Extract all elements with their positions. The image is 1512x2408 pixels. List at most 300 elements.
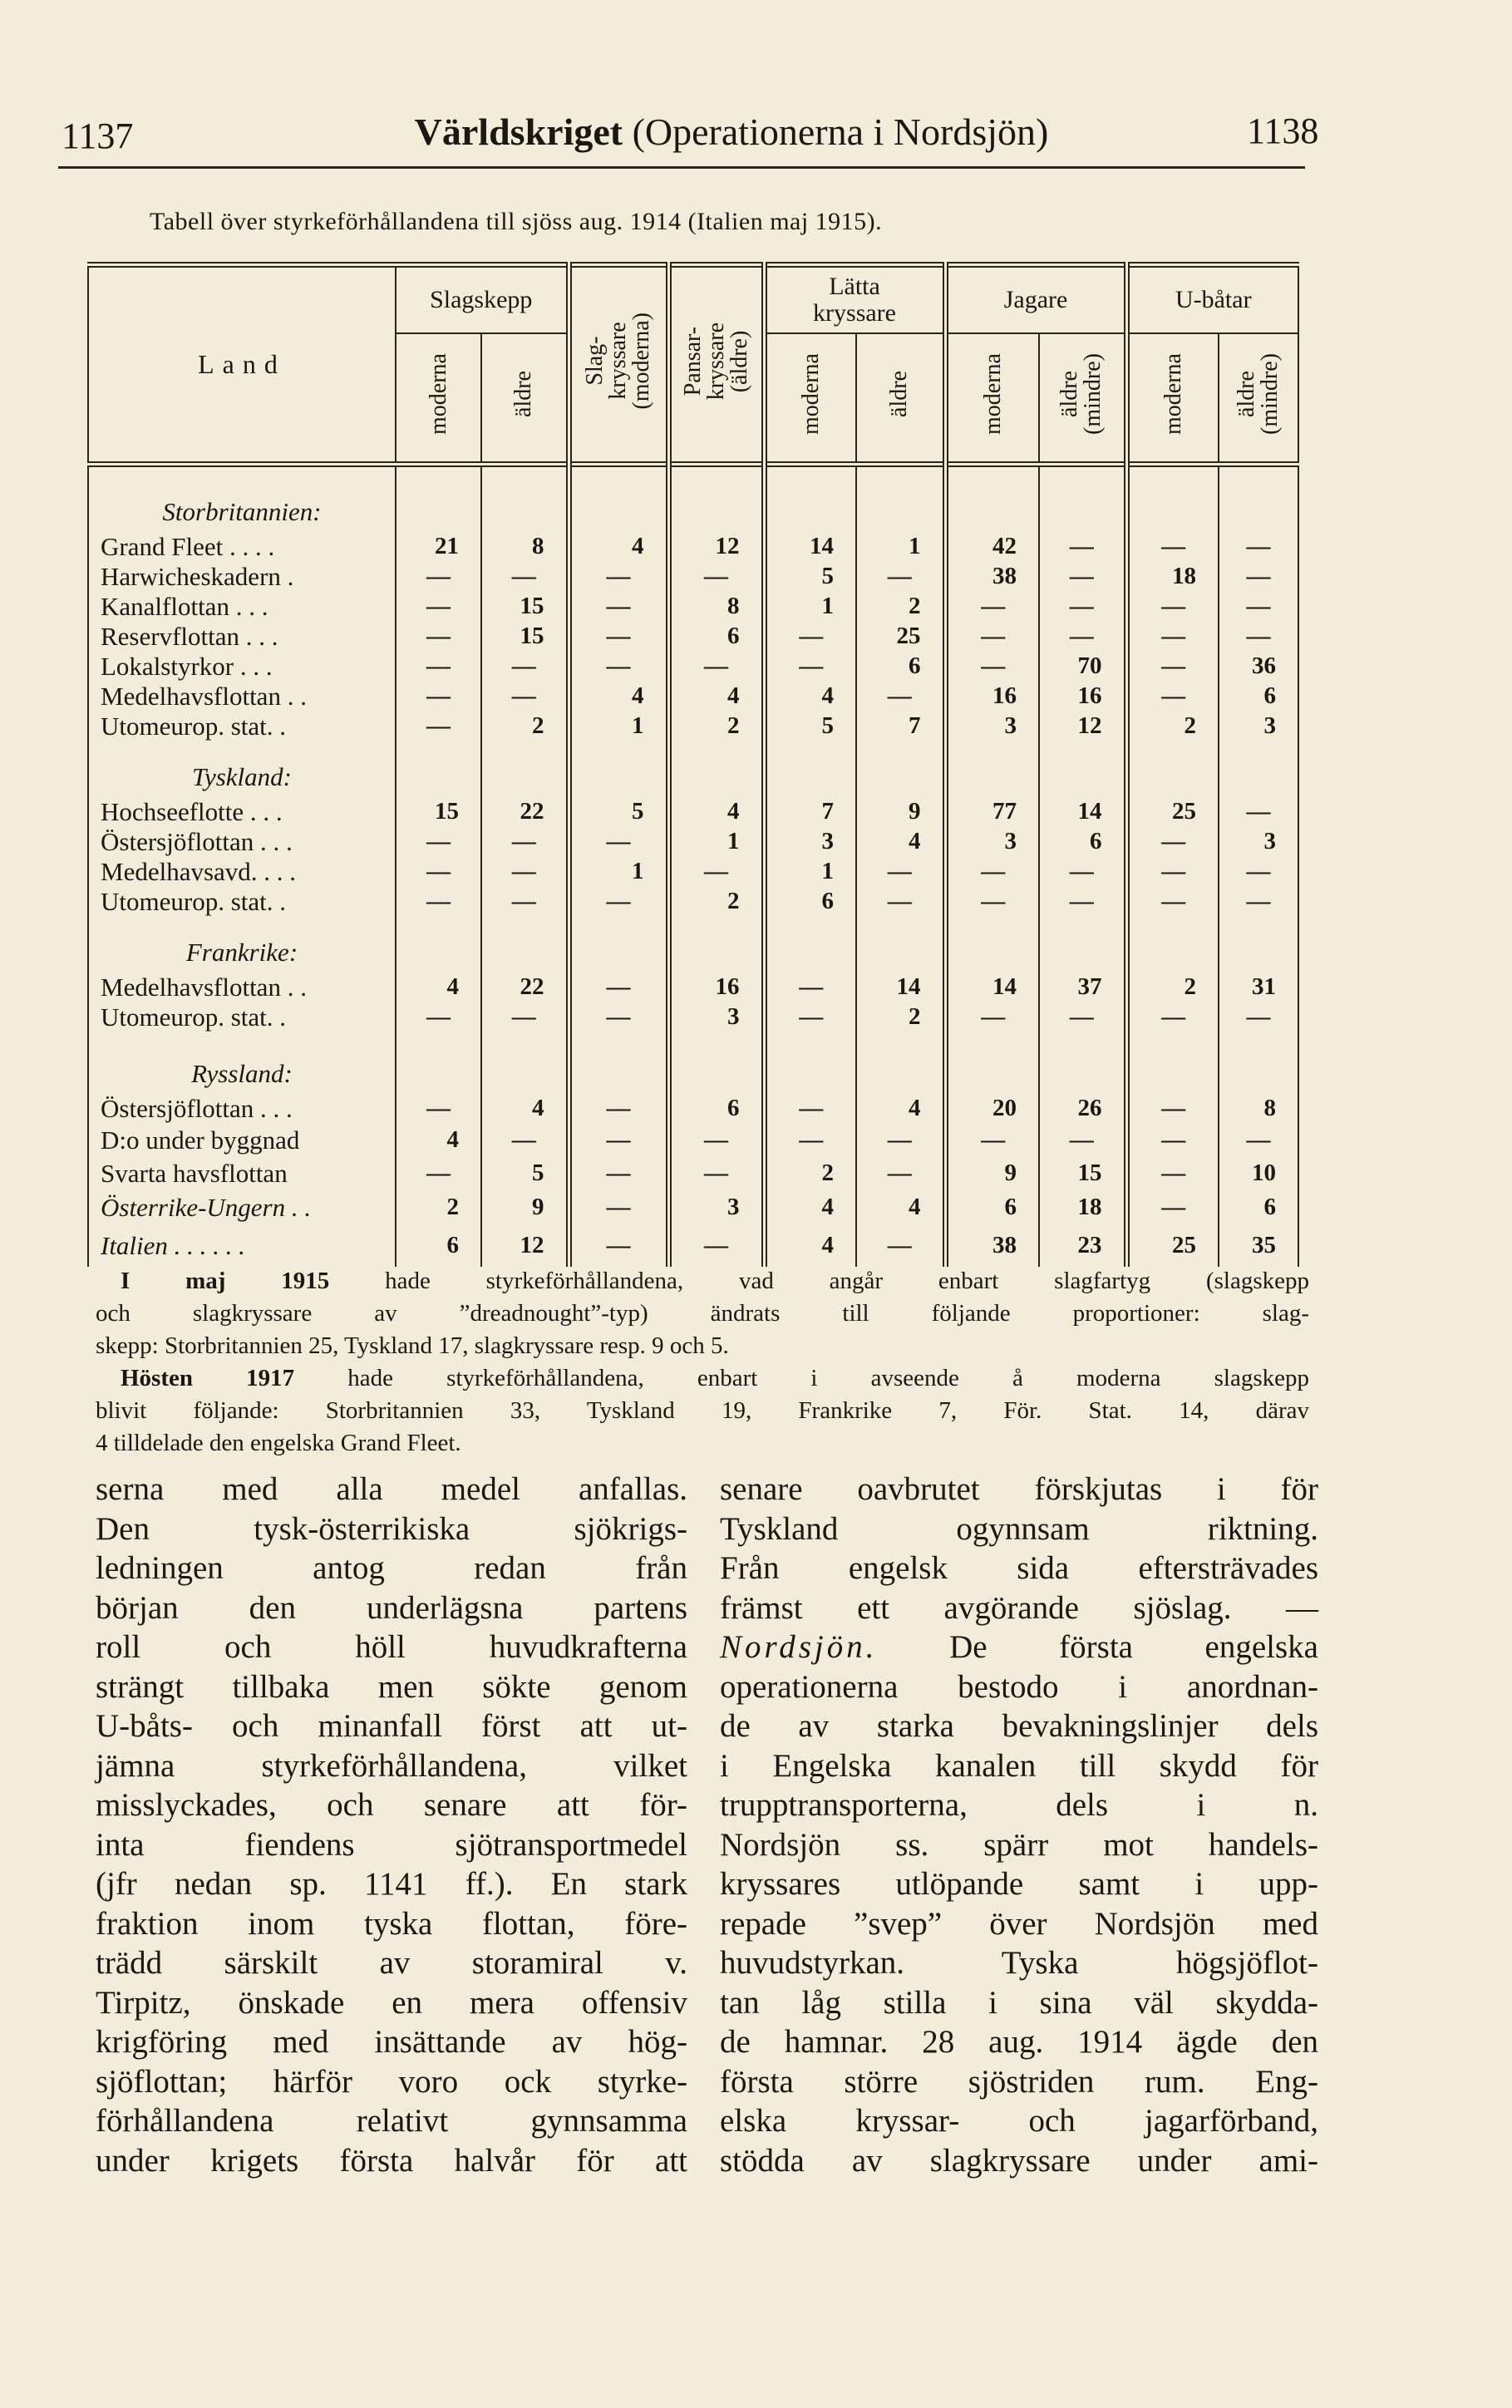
table-cell: — [569,827,668,857]
section-row [88,465,1298,532]
pansarkryssare-header: Pansar- kryssare (äldre) [668,265,764,465]
body-line: ledningen antog redan från [96,1550,687,1586]
table-cell: 4 [569,532,668,562]
table-cell: — [856,562,945,592]
table-cell: — [945,592,1039,622]
empty-cell [1039,741,1126,797]
empty-cell [1219,917,1298,973]
page-number-left: 1137 [62,116,134,156]
empty-cell [1039,917,1126,973]
table-cell: 8 [668,592,764,622]
table-cell: — [396,1002,481,1032]
table-cell: — [569,652,668,682]
table-cell: 16 [668,973,764,1002]
table-cell: 12 [481,1225,569,1267]
table-cell: 15 [396,797,481,827]
empty-cell [1219,741,1298,797]
empty-cell [668,917,764,973]
table-cell: — [1126,1002,1219,1032]
row-label: Utomeurop. stat. . [88,1002,396,1032]
body-line: U-båts- och minanfall först att ut- [96,1708,687,1744]
table-cell: 22 [481,797,569,827]
table-cell: 15 [481,592,569,622]
empty-cell [1126,917,1219,973]
table-cell: 38 [945,562,1039,592]
body-line: serna med alla medel anfallas. [96,1471,687,1507]
table-row [88,857,1298,887]
table-cell: 12 [668,532,764,562]
body-line: misslyckades, och senare att för- [96,1787,687,1823]
table-cell: — [1126,622,1219,652]
table-cell: — [1126,1190,1219,1225]
table-cell: 8 [481,532,569,562]
body-line: senare oavbrutet förskjutas i för [720,1471,1318,1507]
table-cell: — [1126,857,1219,887]
body-line: främst ett avgörande sjöslag. — [720,1589,1318,1626]
section-row [88,1032,1298,1094]
table-cell: 4 [764,1225,856,1267]
table-cell: — [1126,887,1219,917]
table-cell: 2 [856,592,945,622]
table-row [88,532,1298,562]
row-label: Harwicheskadern . [88,562,396,592]
table-row [88,1094,1298,1124]
table-cell: — [396,887,481,917]
empty-cell [945,741,1039,797]
table-cell: — [396,622,481,652]
table-cell: 15 [1039,1157,1126,1190]
table-cell: — [396,682,481,712]
table-cell: 3 [1219,712,1298,741]
table-cell: — [569,1094,668,1124]
sub-header-moderna: moderna [764,333,856,465]
empty-cell [1039,1032,1126,1094]
table-cell: — [945,887,1039,917]
table-cell: 25 [1126,1225,1219,1267]
table-cell: 77 [945,797,1039,827]
table-cell: — [668,562,764,592]
table-cell: — [1039,857,1126,887]
slagkryssare-header: Slag- kryssare (moderna) [569,265,668,465]
table-row [88,562,1298,592]
row-label: Östersjöflottan . . . [88,827,396,857]
body-line: Från engelsk sida eftersträvades [720,1550,1318,1586]
table-cell: — [396,827,481,857]
table-cell: — [1039,592,1126,622]
table-cell: — [1039,622,1126,652]
table-cell: — [481,562,569,592]
table-cell: — [1219,1124,1298,1157]
table-cell: 70 [1039,652,1126,682]
empty-cell [1126,1032,1219,1094]
table-cell: 1 [668,827,764,857]
table-cell: 3 [668,1190,764,1225]
table-cell: — [945,622,1039,652]
row-label: Utomeurop. stat. . [88,887,396,917]
table-cell: 3 [1219,827,1298,857]
fleet-strength-table [87,262,1298,1267]
footnote-line: I maj 1915 hade styrkeförhållandena, vad angår enbart slagfartyg (slagskepp [121,1268,1309,1294]
table-cell: — [668,1124,764,1157]
row-label: Östersjöflottan . . . [88,1094,396,1124]
row-label: Lokalstyrkor . . . [88,652,396,682]
page-number-right: 1138 [1247,111,1319,151]
table-row [88,887,1298,917]
body-line: första större sjöstriden rum. Eng- [720,2063,1318,2100]
table-cell: — [396,1094,481,1124]
table-cell: 31 [1219,973,1298,1002]
footnote-lead: I maj 1915 [121,1268,330,1294]
body-line: Tirpitz, önskade en mera offensiv [96,1984,687,2021]
table-row [88,973,1298,1002]
section-heading: Ryssland: [88,1032,396,1094]
footnote-line: och slagkryssare av ”dreadnought”-typ) ändrats till följande proportioner: slag- [96,1300,1309,1327]
ubatar-header: U-båtar [1126,265,1298,333]
empty-cell [1126,465,1219,532]
table-row [88,1002,1298,1032]
table-row [88,712,1298,741]
table-cell: — [1039,562,1126,592]
row-label: Österrike-Ungern . . [88,1190,396,1225]
table-cell: — [856,1157,945,1190]
empty-cell [856,741,945,797]
table-cell: — [481,652,569,682]
empty-cell [481,741,569,797]
body-line: Nordsjön ss. spärr mot handels- [720,1826,1318,1863]
footnote-line: Hösten 1917 hade styrkeförhållandena, enbart i avseende å moderna slagskepp [121,1365,1309,1391]
table-cell: 2 [668,712,764,741]
body-column-right [720,1470,1318,2180]
table-cell: 16 [945,682,1039,712]
section-heading: Storbritannien: [88,465,396,532]
body-line: operationerna bestodo i anordnan- [720,1668,1318,1705]
section-row [88,917,1298,973]
body-line: början den underlägsna partens [96,1589,687,1626]
table-cell: 35 [1219,1225,1298,1267]
table-cell: 1 [569,712,668,741]
table-cell: — [945,857,1039,887]
table-cell: 14 [1039,797,1126,827]
section-row [88,741,1298,797]
table-cell: 4 [764,682,856,712]
table-cell: — [1126,827,1219,857]
table-cell: 9 [856,797,945,827]
table-cell: — [569,562,668,592]
table-cell: — [1126,1094,1219,1124]
empty-cell [945,917,1039,973]
table-cell: — [396,1157,481,1190]
page-title [299,110,1164,154]
table-cell: — [856,887,945,917]
table-cell: — [945,1002,1039,1032]
table-cell: — [1039,532,1126,562]
land-header: Land [88,265,396,465]
table-cell: 6 [945,1190,1039,1225]
table-cell: — [481,1002,569,1032]
table-cell: — [1126,532,1219,562]
table-cell: — [396,857,481,887]
table-cell: 4 [668,682,764,712]
table-cell: 2 [1126,712,1219,741]
table-cell: — [764,622,856,652]
empty-cell [668,741,764,797]
table-cell: — [668,652,764,682]
table-cell: — [481,1124,569,1157]
row-label: Hochseeflotte . . . [88,797,396,827]
table-cell: — [856,1124,945,1157]
table-cell: — [1126,652,1219,682]
table-cell: — [764,652,856,682]
empty-cell [481,465,569,532]
table-cell: 2 [764,1157,856,1190]
empty-cell [396,917,481,973]
table-cell: — [668,1225,764,1267]
table-row [88,797,1298,827]
row-label: Medelhavsflottan . . [88,682,396,712]
table-footnote [96,1265,1309,1460]
table-cell: 2 [396,1190,481,1225]
row-label: Svarta havsflottan [88,1157,396,1190]
table-cell: 6 [1219,1190,1298,1225]
table-cell: 6 [1219,682,1298,712]
body-line: förhållandena relativt gynnsamma [96,2103,687,2139]
body-line: Nordsjön. De första engelska [720,1629,1318,1665]
footnote-lead: Hösten 1917 [121,1365,295,1391]
table-cell: 26 [1039,1094,1126,1124]
table-cell: — [856,682,945,712]
table-cell: — [945,652,1039,682]
table-cell: — [1126,1157,1219,1190]
table-cell: 38 [945,1225,1039,1267]
body-line: huvudstyrkan. Tyska högsjöflot- [720,1945,1318,1981]
table-cell: 14 [945,973,1039,1002]
body-line: tan låg stilla i sina väl skydda- [720,1984,1318,2021]
table-cell: — [396,562,481,592]
empty-cell [1039,465,1126,532]
table-cell: 2 [668,887,764,917]
empty-cell [668,1032,764,1094]
row-label: Utomeurop. stat. . [88,712,396,741]
table-cell: 7 [856,712,945,741]
table-cell: 2 [856,1002,945,1032]
table-cell: — [1219,532,1298,562]
sub-header-moderna: moderna [1126,333,1219,465]
section-heading: Tyskland: [88,741,396,797]
body-line: (jfr nedan sp. 1141 ff.). En stark [96,1866,687,1902]
empty-cell [856,1032,945,1094]
table-cell: 2 [481,712,569,741]
jagare-header: Jagare [945,265,1126,333]
body-line: inta fiendens sjötransportmedel [96,1826,687,1863]
table-row [88,682,1298,712]
table-cell: 4 [396,1124,481,1157]
body-line: i Engelska kanalen till skydd för [720,1747,1318,1784]
table-cell: 14 [856,973,945,1002]
footnote-line: 4 tilldelade den engelska Grand Fleet. [96,1430,461,1456]
table-row [88,1190,1298,1225]
table-cell: — [668,857,764,887]
table-cell: — [856,1225,945,1267]
row-label: Italien . . . . . . [88,1225,396,1267]
table-cell: — [764,1124,856,1157]
empty-cell [764,465,856,532]
table-row [88,652,1298,682]
footnote-line: blivit följande: Storbritannien 33, Tyskland 19, Frankrike 7, För. Stat. 14, därav [96,1397,1309,1424]
sub-header-moderna: moderna [945,333,1039,465]
table-cell: — [569,622,668,652]
table-cell: 23 [1039,1225,1126,1267]
footnote-line: skepp: Storbritannien 25, Tyskland 17, slagkryssare resp. 9 och 5. [96,1332,729,1359]
section-heading: Frankrike: [88,917,396,973]
table-cell: — [569,1190,668,1225]
body-line: repade ”svep” över Nordsjön med [720,1905,1318,1942]
table-cell: — [569,1124,668,1157]
table-cell: 20 [945,1094,1039,1124]
table-cell: — [1219,622,1298,652]
table-cell: 42 [945,532,1039,562]
table-cell: — [1039,887,1126,917]
table-cell: 14 [764,532,856,562]
table-cell: 22 [481,973,569,1002]
slagskepp-header: Slagskepp [396,265,569,333]
row-label: Grand Fleet . . . . [88,532,396,562]
table-cell: — [1126,592,1219,622]
empty-cell [569,917,668,973]
body-line: roll och höll huvudkrafterna [96,1629,687,1665]
table-cell: — [764,973,856,1002]
table-cell: 7 [764,797,856,827]
empty-cell [764,917,856,973]
table-cell: 5 [764,562,856,592]
empty-cell [481,1032,569,1094]
table-cell: — [945,1124,1039,1157]
body-line: de av starka bevakningslinjer dels [720,1708,1318,1744]
table-cell: — [764,1094,856,1124]
table-cell: 37 [1039,973,1126,1002]
table-cell: 6 [396,1225,481,1267]
empty-cell [1126,741,1219,797]
table-cell: 9 [481,1190,569,1225]
table-cell: 4 [764,1190,856,1225]
table-cell: — [1126,1124,1219,1157]
body-line: trädd särskilt av storamiral v. [96,1945,687,1981]
table-cell: 4 [856,1190,945,1225]
emphasis-spaced: Nordsjön. [720,1629,878,1665]
table-cell: — [569,973,668,1002]
body-line: krigföring med insättande av hög- [96,2024,687,2060]
body-line: fraktion inom tyska flottan, före- [96,1905,687,1942]
table-cell: — [1039,1002,1126,1032]
table-cell: — [1126,682,1219,712]
table-cell: 3 [945,827,1039,857]
table-cell: — [569,1002,668,1032]
sub-header-aldre-mindre: äldre (mindre) [1219,333,1298,465]
empty-cell [569,1032,668,1094]
body-column-left [96,1470,687,2180]
body-line: Tyskland ogynnsam riktning. [720,1510,1318,1547]
table-cell: — [481,682,569,712]
table-cell: 6 [668,622,764,652]
table-cell: — [668,1157,764,1190]
table-caption: Tabell över styrkeförhållandena till sjöss aug. 1914 (Italien maj 1915). [150,208,883,235]
title-rest: (Operationerna i Nordsjön) [623,111,1049,153]
table-cell: — [396,592,481,622]
table-cell: — [856,857,945,887]
table-cell: — [1219,562,1298,592]
table-cell: — [481,887,569,917]
empty-cell [764,741,856,797]
row-label: Kanalflottan . . . [88,592,396,622]
table-cell: — [396,712,481,741]
body-line: stödda av slagkryssare under ami- [720,2142,1318,2179]
row-label: Medelhavsavd. . . . [88,857,396,887]
empty-cell [569,741,668,797]
table-cell: 10 [1219,1157,1298,1190]
table-cell: 5 [481,1157,569,1190]
table-cell: 15 [481,622,569,652]
title-bold: Världskriget [414,111,623,153]
table-cell: 21 [396,532,481,562]
table-cell: — [569,1225,668,1267]
table-cell: — [481,857,569,887]
table-cell: 3 [668,1002,764,1032]
table-cell: 4 [668,797,764,827]
table-cell: — [569,592,668,622]
body-line: jämna styrkeförhållandena, vilket [96,1747,687,1784]
table-cell: 6 [764,887,856,917]
empty-cell [945,1032,1039,1094]
table-cell: 4 [481,1094,569,1124]
table-cell: 4 [856,827,945,857]
table-cell: 5 [764,712,856,741]
table-cell: 8 [1219,1094,1298,1124]
body-line: sjöflottan; härför voro ock styrke- [96,2063,687,2100]
table-cell: — [764,1002,856,1032]
row-label: D:o under byggnad [88,1124,396,1157]
body-line: strängt tillbaka men sökte genom [96,1668,687,1705]
table-cell: 1 [764,857,856,887]
body-line: Den tysk-österrikiska sjökrigs- [96,1510,687,1547]
body-line: trupptransporterna, dels i n. [720,1787,1318,1823]
empty-cell [396,465,481,532]
empty-cell [1219,465,1298,532]
table-cell: 18 [1039,1190,1126,1225]
empty-cell [569,465,668,532]
table-cell: 3 [945,712,1039,741]
body-line: elska kryssar- och jagarförband, [720,2103,1318,2139]
table-cell: 4 [569,682,668,712]
table-cell: 4 [396,973,481,1002]
table-cell: — [1039,1124,1126,1157]
table-cell: 36 [1219,652,1298,682]
table-cell: 4 [856,1094,945,1124]
table-cell: — [1219,592,1298,622]
table-cell: 2 [1126,973,1219,1002]
table-cell: 1 [569,857,668,887]
row-label: Medelhavsflottan . . [88,973,396,1002]
table-cell: — [1219,857,1298,887]
empty-cell [764,1032,856,1094]
table-cell: 6 [856,652,945,682]
empty-cell [856,465,945,532]
empty-cell [856,917,945,973]
body-line: de hamnar. 28 aug. 1914 ägde den [720,2024,1318,2060]
table-cell: 6 [1039,827,1126,857]
table-cell: 9 [945,1157,1039,1190]
table-cell: — [569,887,668,917]
empty-cell [396,741,481,797]
table-row [88,827,1298,857]
